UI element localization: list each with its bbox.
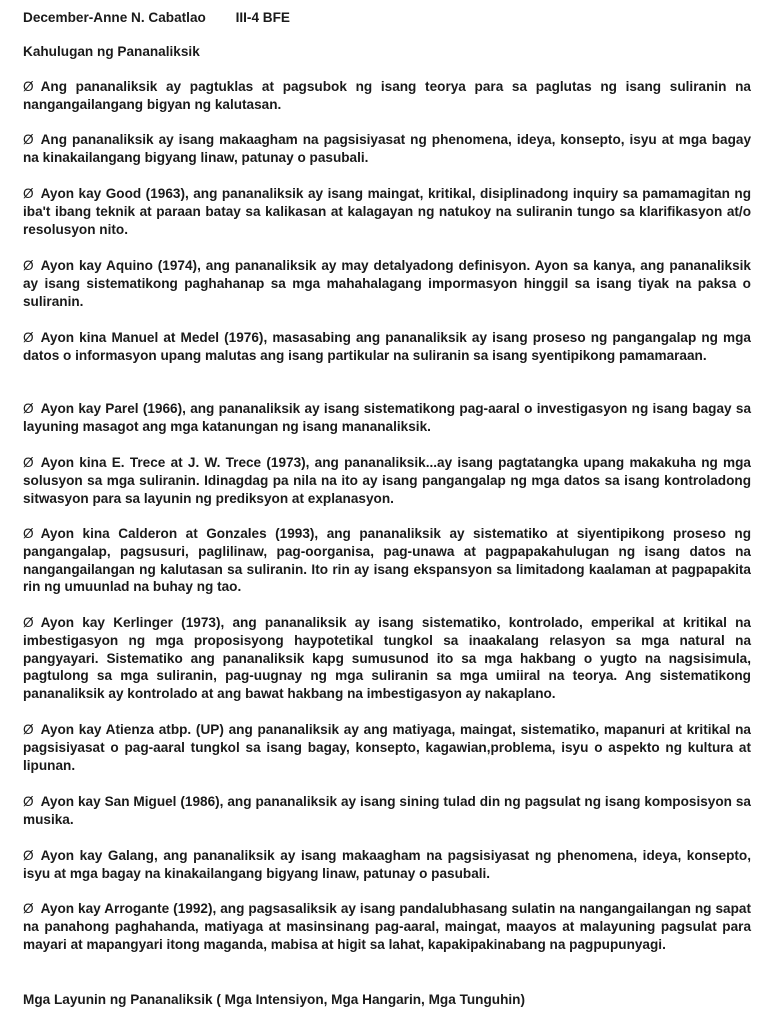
paragraph-text: Ang pananaliksik ay pagtuklas at pagsubok ng isang teorya para sa paglutas ng isang suliranin na nangangailangang bigyan ng kalutasan.	[23, 79, 751, 112]
definition-paragraph	[23, 900, 751, 953]
definition-paragraph	[23, 329, 751, 365]
document-header	[23, 9, 743, 27]
paragraph-text: Ayon kay Aquino (1974), ang pananaliksik ay may detalyadong definisyon. Ayon sa kanya, ang pananaliksik ay isang sistematikong paghahanap sa mga mahahalagang impormasyon hinggil sa isang tiyak na paksa o suliranin.	[23, 258, 751, 309]
class-section: III-4 BFE	[235, 10, 290, 25]
bullet-icon: Ø	[23, 526, 34, 541]
paragraph-text: Ayon kay Good (1963), ang pananaliksik ay isang maingat, kritikal, disiplinadong inquiry sa pamamagitan ng iba't ibang teknik at paraan batay sa kalikasan at kalagayan ng natukoy na suliranin tungo sa klarifikasyon at/o resolusyon nito.	[23, 186, 751, 237]
definition-paragraph	[23, 721, 751, 774]
author-name: December-Anne N. Cabatlao	[23, 10, 206, 25]
paragraph-text: Ayon kay San Miguel (1986), ang pananaliksik ay isang sining tulad din ng pagsulat ng isang komposisyon sa musika.	[23, 794, 751, 827]
bullet-icon: Ø	[23, 401, 34, 416]
bullet-icon: Ø	[23, 79, 34, 94]
bullet-icon: Ø	[23, 722, 34, 737]
bullet-icon: Ø	[23, 258, 34, 273]
definition-paragraph	[23, 454, 751, 507]
definition-paragraph	[23, 78, 751, 114]
paragraph-text: Ayon kina Manuel at Medel (1976), masasabing ang pananaliksik ay isang proseso ng pangangalap ng mga datos o informasyon upang malutas ang isang partikular na suliranin sa isang syentipikong pamamaraan.	[23, 330, 751, 363]
definition-paragraph	[23, 257, 751, 310]
paragraph-text: Ayon kay Parel (1966), ang pananaliksik ay isang sistematikong pag-aaral o investigasyon ng isang bagay sa layuning masagot ang mga katanungan ng isang mananaliksik.	[23, 401, 751, 434]
bullet-icon: Ø	[23, 186, 34, 201]
bullet-icon: Ø	[23, 848, 34, 863]
paragraph-text: Ayon kay Kerlinger (1973), ang pananaliksik ay isang sistematiko, kontrolado, emperikal at kritikal na imbestigasyon ng mga proposisyong haypotetikal tungkol sa inaakalang relasyon sa mga natural na pangyayari. Sistematiko ang pananaliksik kapg sumusunod ito sa mga hakbang o yugto na nagsisimula, pagtulong sa mga suliranin, pag-uugnay ng mga suliranin sa mga umiiral na teorya. Ang sistematikong pananaliksik ay kontrolado at ang bawat hakbang na imbestigasyon ay nakaplano.	[23, 615, 751, 702]
bullet-icon: Ø	[23, 901, 34, 916]
bullet-icon: Ø	[23, 455, 34, 470]
paragraph-text: Ang pananaliksik ay isang makaagham na pagsisiyasat ng phenomena, ideya, konsepto, isyu at mga bagay na kinakailangang bigyang linaw, patunay o pasubali.	[23, 132, 751, 165]
definition-paragraph	[23, 847, 751, 883]
definition-paragraph	[23, 185, 751, 238]
definition-paragraph	[23, 793, 751, 829]
section-title: Kahulugan ng Pananaliksik	[23, 44, 200, 59]
definition-paragraph	[23, 400, 751, 436]
definition-paragraph	[23, 131, 751, 167]
bullet-icon: Ø	[23, 132, 34, 147]
definition-paragraph	[23, 614, 751, 703]
bullet-icon: Ø	[23, 615, 34, 630]
bullet-icon: Ø	[23, 794, 34, 809]
next-section-title: Mga Layunin ng Pananaliksik ( Mga Intensiyon, Mga Hangarin, Mga Tunguhin)	[23, 992, 525, 1007]
definition-paragraph	[23, 525, 751, 596]
paragraph-text: Ayon kina Calderon at Gonzales (1993), ang pananaliksik ay sistematiko at siyentipikong proseso ng pangangalap, pagsusuri, paglilinaw, pag-oorganisa, pag-unawa at pagpapakahulugan ng isang datos na nangangailangan ng kalutasan sa suliranin. Ito rin ay isang ekspansyon sa limitadong kaalaman at pagpapakita rin ng umuunlad na buhay ng tao.	[23, 526, 751, 595]
paragraph-text: Ayon kay Atienza atbp. (UP) ang pananaliksik ay ang matiyaga, maingat, sistematiko, mapanuri at kritikal na pagsisiyasat o pag-aaral tungkol sa isang bagay, konsepto, kagawian,problema, isyu o aspekto ng kultura at lipunan.	[23, 722, 751, 773]
paragraph-text: Ayon kay Galang, ang pananaliksik ay isang makaagham na pagsisiyasat ng phenomena, ideya, konsepto, isyu at mga bagay na kinakailangang bigyang linaw, patunay o pasubali.	[23, 848, 751, 881]
paragraph-text: Ayon kina E. Trece at J. W. Trece (1973), ang pananaliksik...ay isang pagtatangka upang makakuha ng mga solusyon sa mga suliranin. Idinagdag pa nila na ito ay isang pangangalap ng mga datos sa isang kontroladong sitwasyon para sa layunin ng prediksyon at explanasyon.	[23, 455, 751, 506]
paragraph-text: Ayon kay Arrogante (1992), ang pagsasaliksik ay isang pandalubhasang sulatin na nangangailangan ng sapat na panahong paghahanda, matiyaga at masinsinang pag-aaral, maingat, maayos at malayuning pagsulat para mayari at mapangyari itong maganda, mabisa at higit sa lahat, kapakipakinabang na pagpupunyagi.	[23, 901, 751, 952]
bullet-icon: Ø	[23, 330, 34, 345]
